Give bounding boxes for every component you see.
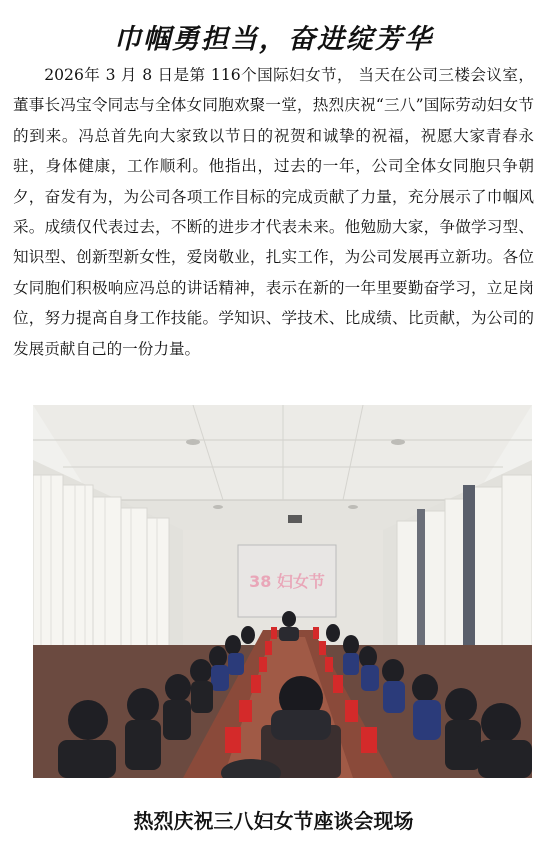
- screen-text: 38 妇女节: [249, 572, 325, 591]
- meeting-room-illustration: [33, 405, 532, 778]
- article-body: 2026年 3 月 8 日是第 116个国际妇女节， 当天在公司三楼会议室，董事长冯宝令同志与全体女同胞欢聚一堂，热烈庆祝“三八”国际劳动妇女节的到来。冯总首先向大家致以节日的祝贺和诚挚的祝福，祝愿大家青春永驻，身体健康，工作顺利。他指出，过去的一年，公司全体女同胞只争朝夕，奋发有为，为公司各项工作目标的完成贡献了力量，充分展示了巾帼风采。成绩仅代表过去，不断的进步才代表未来。他勉励大家，争做学习型、知识型、创新型新女性，爱岗敬业，扎实工作，为公司发展再立新功。各位女同胞们积极响应冯总的讲话精神，表示在新的一年里要勤奋学习，立足岗位，努力提高自身工作技能。学知识、学技术、比成绩、比贡献，为公司的发展贡献自己的一份力量。: [13, 66, 534, 358]
- meeting-photo: [33, 405, 532, 778]
- photo-caption: 热烈庆祝三八妇女节座谈会现场: [133, 809, 414, 833]
- article-title: 巾帼勇担当，奋进绽芳华: [114, 24, 433, 56]
